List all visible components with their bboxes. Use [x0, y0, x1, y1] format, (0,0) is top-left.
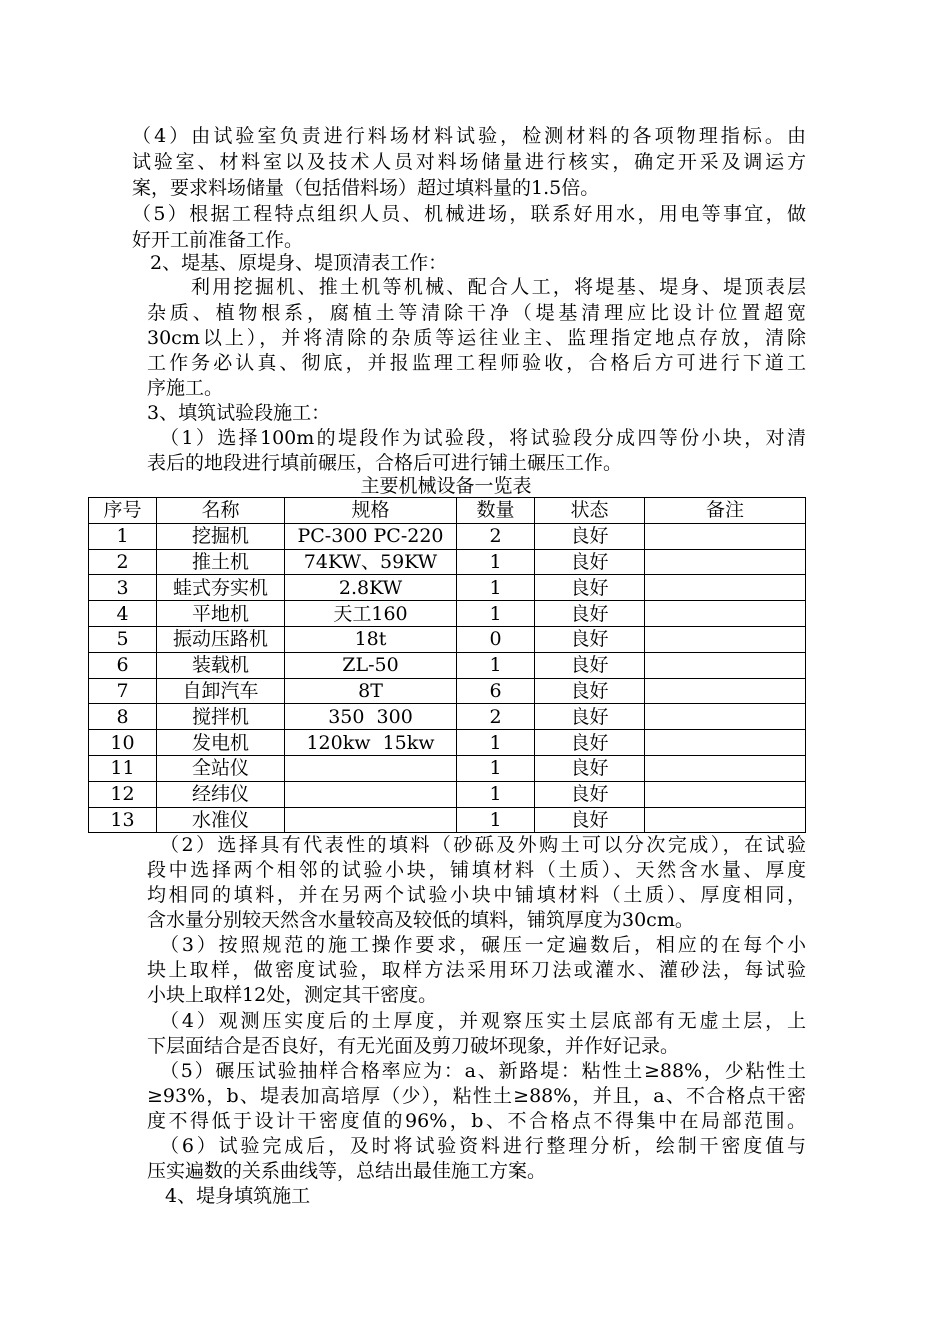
- cell-name: 挖掘机: [157, 523, 285, 549]
- cell-serial: 6: [89, 652, 157, 678]
- paragraph-line: 案，要求料场储量（包括借料场）超过填料量的1.5倍。: [132, 177, 600, 199]
- cell-status: 良好: [535, 678, 645, 704]
- cell-spec: 2.8KW: [285, 575, 457, 601]
- cell-spec: [285, 781, 457, 807]
- cell-spec: 18t: [285, 626, 457, 652]
- paragraph-line: 压实遍数的关系曲线等，总结出最佳施工方案。: [147, 1160, 547, 1182]
- paragraph-line: （5）根据工程特点组织人员、机械进场，联系好用水，用电等事宜，做: [132, 203, 806, 225]
- cell-spec: PC-300 PC-220: [285, 523, 457, 549]
- table-row: [89, 601, 806, 627]
- paragraph-line: 工作务必认真、彻底，并报监理工程师验收，合格后方可进行下道工: [147, 352, 806, 374]
- paragraph-line: （6）试验完成后，及时将试验资料进行整理分析，绘制干密度值与: [160, 1135, 806, 1157]
- header-name: 名称: [157, 498, 285, 524]
- cell-name: 搅拌机: [157, 704, 285, 730]
- paragraph-line: （4）由试验室负责进行料场材料试验，检测材料的各项物理指标。由: [132, 125, 806, 147]
- cell-quantity: 2: [457, 523, 535, 549]
- cell-quantity: 0: [457, 626, 535, 652]
- paragraph-line: 块上取样，做密度试验，取样方法采用环刀法或灌水、灌砂法，每试验: [147, 959, 806, 981]
- cell-remarks: [645, 549, 806, 575]
- paragraph-line: 利用挖掘机、推土机等机械、配合人工，将堤基、堤身、堤顶表层: [191, 276, 806, 298]
- cell-name: 平地机: [157, 601, 285, 627]
- cell-remarks: [645, 807, 806, 833]
- table-row: [89, 730, 806, 756]
- cell-spec: ZL-50: [285, 652, 457, 678]
- equipment-table: [88, 497, 806, 833]
- cell-status: 良好: [535, 549, 645, 575]
- paragraph-line: 表后的地段进行填前碾压，合格后可进行铺土碾压工作。: [147, 452, 623, 474]
- cell-serial: 2: [89, 549, 157, 575]
- paragraph-line: （2）选择具有代表性的填料（砂砾及外购土可以分次完成），在试验: [160, 834, 806, 856]
- cell-remarks: [645, 523, 806, 549]
- cell-quantity: 1: [457, 575, 535, 601]
- table-row: [89, 549, 806, 575]
- cell-remarks: [645, 626, 806, 652]
- cell-name: 发电机: [157, 730, 285, 756]
- cell-remarks: [645, 730, 806, 756]
- paragraph-line: 段中选择两个相邻的试验小块，铺填材料（土质）、天然含水量、厚度: [147, 859, 806, 881]
- cell-name: 推土机: [157, 549, 285, 575]
- cell-spec: [285, 755, 457, 781]
- table-header-row: [89, 498, 806, 524]
- cell-remarks: [645, 678, 806, 704]
- cell-status: 良好: [535, 601, 645, 627]
- header-serial: 序号: [89, 498, 157, 524]
- cell-spec: 74KW、59KW: [285, 549, 457, 575]
- paragraph-line: 均相同的填料，并在另两个试验小块中铺填材料（土质）、厚度相同，: [147, 884, 806, 906]
- paragraph-line: 杂质、植物根系，腐植土等清除干净（堤基清理应比设计位置超宽: [147, 302, 806, 324]
- cell-status: 良好: [535, 626, 645, 652]
- cell-serial: 13: [89, 807, 157, 833]
- cell-remarks: [645, 755, 806, 781]
- cell-spec: 天工160: [285, 601, 457, 627]
- cell-name: 蛙式夯实机: [157, 575, 285, 601]
- table-row: [89, 704, 806, 730]
- table-row: [89, 523, 806, 549]
- header-spec: 规格: [285, 498, 457, 524]
- cell-spec: 350 300: [285, 704, 457, 730]
- cell-serial: 5: [89, 626, 157, 652]
- cell-serial: 12: [89, 781, 157, 807]
- cell-name: 装载机: [157, 652, 285, 678]
- cell-name: 振动压路机: [157, 626, 285, 652]
- paragraph-line: （4）观测压实度后的土厚度，并观察压实土层底部有无虚土层，上: [160, 1010, 806, 1032]
- cell-quantity: 1: [457, 755, 535, 781]
- cell-quantity: 1: [457, 652, 535, 678]
- paragraph-line: （1）选择100m的堤段作为试验段，将试验段分成四等份小块，对清: [160, 427, 806, 449]
- cell-spec: 120kw 15kw: [285, 730, 457, 756]
- cell-status: 良好: [535, 652, 645, 678]
- cell-status: 良好: [535, 575, 645, 601]
- cell-quantity: 1: [457, 601, 535, 627]
- cell-serial: 7: [89, 678, 157, 704]
- cell-remarks: [645, 781, 806, 807]
- table-caption: 主要机械设备一览表: [360, 475, 532, 497]
- cell-status: 良好: [535, 781, 645, 807]
- paragraph-line: 30cm以上），并将清除的杂质等运往业主、监理指定地点存放，清除: [147, 327, 806, 349]
- cell-serial: 8: [89, 704, 157, 730]
- paragraph-line: 度不得低于设计干密度值的96%，b、不合格点不得集中在局部范围。: [147, 1110, 806, 1132]
- cell-name: 自卸汽车: [157, 678, 285, 704]
- table-row: [89, 755, 806, 781]
- paragraph-line: 含水量分别较天然含水量较高及较低的填料，铺筑厚度为30cm。: [147, 909, 694, 931]
- cell-quantity: 1: [457, 730, 535, 756]
- table-row: [89, 807, 806, 833]
- section-heading: 4、堤身填筑施工: [165, 1185, 311, 1207]
- table-row: [89, 678, 806, 704]
- cell-name: 经纬仪: [157, 781, 285, 807]
- paragraph-line: 试验室、材料室以及技术人员对料场储量进行核实，确定开采及调运方: [132, 151, 806, 173]
- paragraph-line: （3）按照规范的施工操作要求，碾压一定遍数后，相应的在每个小: [160, 934, 806, 956]
- header-remarks: 备注: [645, 498, 806, 524]
- cell-status: 良好: [535, 807, 645, 833]
- cell-remarks: [645, 704, 806, 730]
- table-row: [89, 652, 806, 678]
- cell-quantity: 1: [457, 781, 535, 807]
- table-row: [89, 575, 806, 601]
- cell-serial: 4: [89, 601, 157, 627]
- cell-spec: [285, 807, 457, 833]
- cell-name: 水准仪: [157, 807, 285, 833]
- paragraph-line: 下层面结合是否良好，有无光面及剪刀破坏现象，并作好记录。: [147, 1035, 680, 1057]
- paragraph-line: 好开工前准备工作。: [132, 229, 304, 251]
- paragraph-line: 序施工。: [147, 377, 224, 399]
- cell-remarks: [645, 601, 806, 627]
- header-status: 状态: [535, 498, 645, 524]
- cell-status: 良好: [535, 730, 645, 756]
- table-row: [89, 626, 806, 652]
- cell-name: 全站仪: [157, 755, 285, 781]
- cell-status: 良好: [535, 523, 645, 549]
- cell-quantity: 2: [457, 704, 535, 730]
- section-heading: 3、填筑试验段施工：: [147, 402, 331, 424]
- cell-serial: 10: [89, 730, 157, 756]
- cell-spec: 8T: [285, 678, 457, 704]
- paragraph-line: ≥93%，b、堤表加高培厚（少），粘性土≥88%，并且，a、不合格点干密: [147, 1085, 806, 1107]
- cell-remarks: [645, 575, 806, 601]
- cell-serial: 11: [89, 755, 157, 781]
- cell-serial: 1: [89, 523, 157, 549]
- cell-quantity: 1: [457, 807, 535, 833]
- paragraph-line: 小块上取样12处，测定其干密度。: [147, 984, 438, 1006]
- header-quantity: 数量: [457, 498, 535, 524]
- cell-quantity: 6: [457, 678, 535, 704]
- cell-status: 良好: [535, 755, 645, 781]
- cell-remarks: [645, 652, 806, 678]
- cell-quantity: 1: [457, 549, 535, 575]
- cell-serial: 3: [89, 575, 157, 601]
- cell-status: 良好: [535, 704, 645, 730]
- paragraph-line: （5）碾压试验抽样合格率应为：a、新路堤：粘性土≥88%，少粘性土: [160, 1060, 806, 1082]
- table-row: [89, 781, 806, 807]
- section-heading: 2、堤基、原堤身、堤顶清表工作：: [150, 252, 448, 274]
